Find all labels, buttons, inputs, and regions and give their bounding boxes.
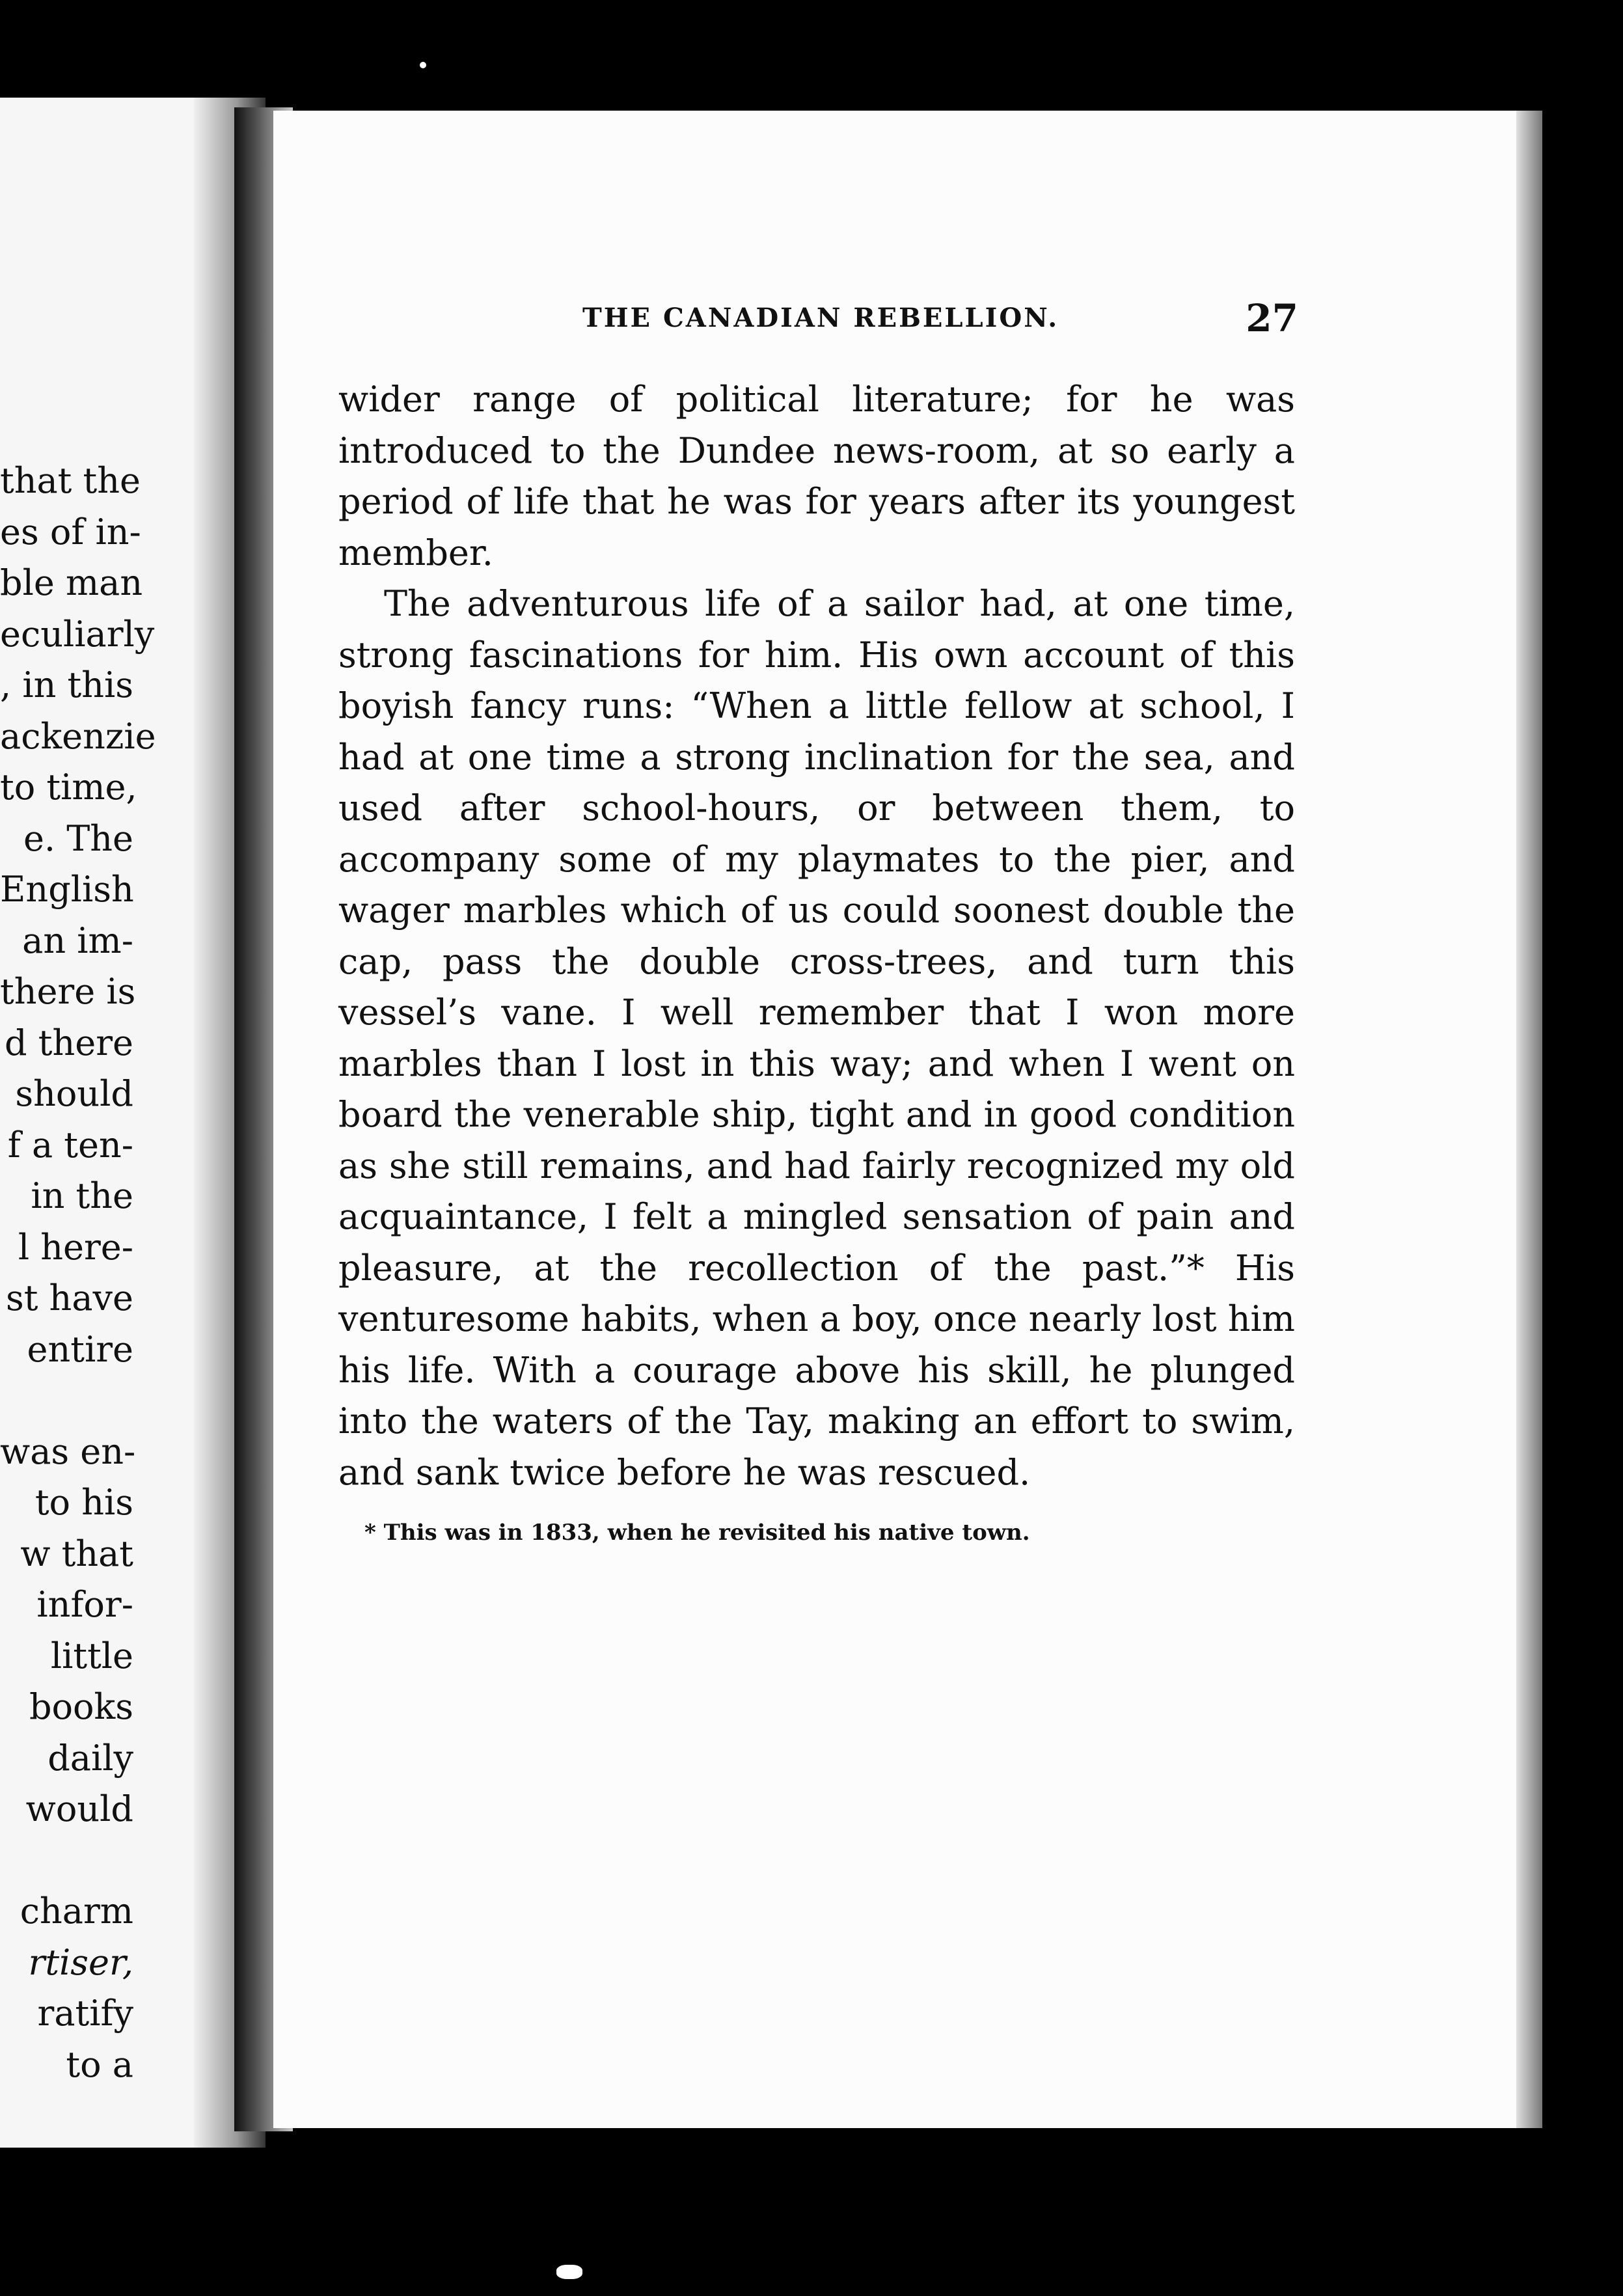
left-page-line: to time, <box>0 767 137 808</box>
left-page-line: eculiarly <box>0 613 155 655</box>
page-number: 27 <box>1246 296 1298 340</box>
left-page-line: st have <box>5 1278 133 1319</box>
left-page-line: an im- <box>22 920 133 961</box>
left-page-line: ble man <box>0 562 143 603</box>
left-page-line: , in this <box>0 664 134 705</box>
left-page-line: there is <box>0 971 136 1012</box>
paragraph-1: wider range of political literature; for he was introduced to the Dundee news-room, at so early a period of life that he was for years after its youngest member. <box>338 379 1295 573</box>
paragraph-2: The adventurous life of a sailor had, at one time, strong fascinations for him. His own account of this boyish fancy runs: “When a little fellow at school, I had at one time a strong inclination for the sea, and used after school-hours, or between them, to accompany some of my playmates to the pier, and wager marbles which of us could soonest double the cap, pass the double cross-trees, and turn this vessel’s vane. I well remember that I won more marbles than I lost in this way; and when I went on board the venerable ship, tight and in good condition as she still remains, and had fairly recognized my old acquaintance, I felt a mingled sensation of pain and pleasure, at the recollection of the past.”* His venturesome habits, when a boy, once nearly lost him his life. With a courage above his skill, he plunged into the waters of the Tay, making an effort to swim, and sank twice before he was rescued. <box>338 583 1295 1493</box>
left-page-line: entire <box>27 1328 133 1370</box>
footnote: * This was in 1833, when he revisited his native town. <box>364 1520 1030 1546</box>
left-page-text <box>0 456 156 2090</box>
left-page-line: d there <box>5 1022 133 1063</box>
left-page-line: ackenzie <box>0 715 156 757</box>
left-page-line: ratify <box>37 1993 133 2034</box>
left-page-line: should <box>15 1073 133 1114</box>
left-page-line: daily <box>48 1737 133 1779</box>
left-page-line: to his <box>34 1482 133 1523</box>
running-head: THE CANADIAN REBELLION. <box>582 303 1059 333</box>
left-page-line <box>0 1375 133 1427</box>
left-page-line: in the <box>31 1175 133 1216</box>
left-page-line: little <box>50 1635 133 1676</box>
scan-speck <box>556 2265 582 2279</box>
right-page-edge <box>1516 111 1542 2128</box>
body-text <box>338 374 1295 1498</box>
left-page-line: charm <box>20 1891 133 1932</box>
left-page-line: was en- <box>0 1430 136 1472</box>
left-page-line: w that <box>20 1533 133 1574</box>
left-page-line: English <box>0 869 134 910</box>
scan-speck <box>420 62 426 68</box>
left-page-line: f a ten- <box>7 1124 133 1166</box>
left-page-line: rtiser, <box>28 1941 133 1983</box>
left-page-line: e. The <box>23 817 133 859</box>
left-page-line: to a <box>66 2043 133 2085</box>
left-page-line: that the <box>0 460 141 501</box>
left-page-line: books <box>29 1686 133 1727</box>
left-page-line: infor- <box>36 1584 133 1625</box>
left-page-line: would <box>25 1788 133 1829</box>
left-page-line: l here- <box>18 1226 133 1268</box>
left-page-line <box>0 1835 133 1887</box>
page-header <box>582 296 1298 348</box>
left-page-line: es of in- <box>0 511 141 553</box>
